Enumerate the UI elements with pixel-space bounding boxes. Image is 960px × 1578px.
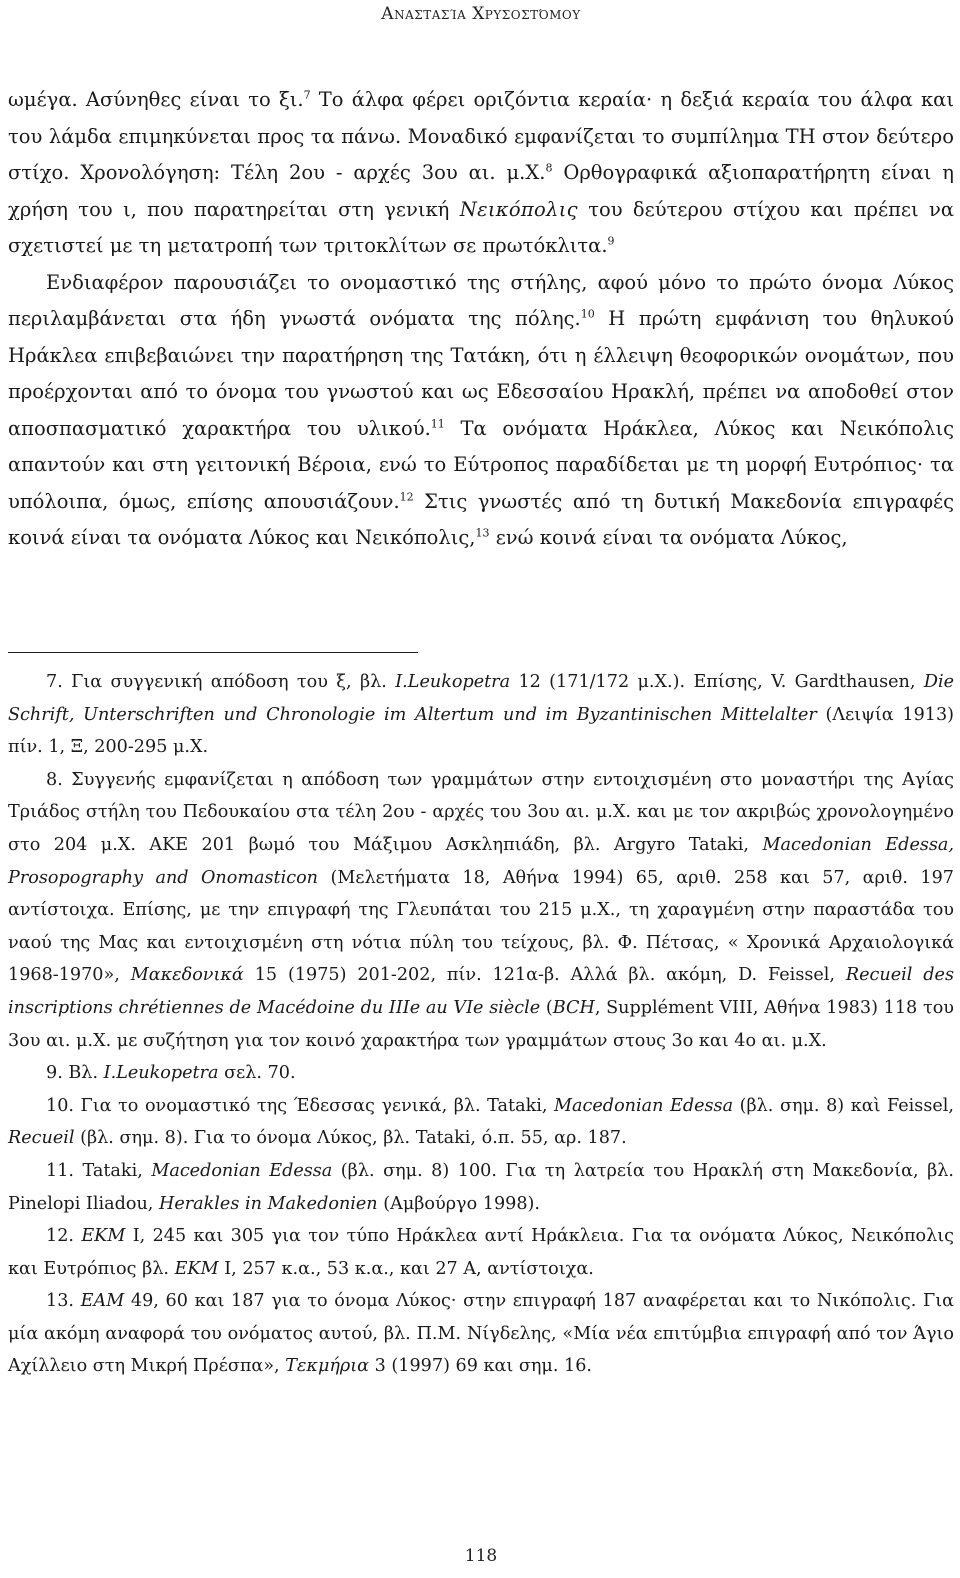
- footnote-italic: ΕΑΜ: [80, 1291, 125, 1312]
- text-run: ενώ κοινά είναι τα ονόματα Λύκος,: [489, 526, 848, 549]
- footnote-separator: [8, 652, 418, 653]
- footnote-text: 12.: [46, 1226, 82, 1247]
- page-number: 118: [464, 1546, 498, 1566]
- footnote-italic: BCH: [552, 997, 595, 1018]
- footnote-italic: Recueil: [8, 1128, 75, 1149]
- footnote-text: 15 (1975) 201-202, πίν. 121α-β. Αλλά βλ. ακόμη, D. Feissel,: [243, 965, 846, 986]
- text-run: Τα ονόματα Ηράκλεα, Λύκος και Νεικόπολις απαντούν και στη γειτονική Βέροια, ενώ το Εύτροπος παραδίδεται με τη μορφή Ευτρόπιος· τα υπόλοιπα, όμως, επίσης απουσιάζουν.: [8, 416, 955, 513]
- footnote-13: [8, 1285, 954, 1383]
- footnote-italic: Macedonian Edessa: [151, 1160, 333, 1181]
- footnote-ref-11[interactable]: 11: [430, 417, 445, 430]
- footnote-italic: Die Schrift, Unterschriften und Chronologie im Altertum und im Byzantinischen Mittelalter: [8, 672, 954, 725]
- footnote-italic: Macedonian Edessa: [554, 1095, 734, 1116]
- footnote-text: 49, 60 και 187 για το όνομα Λύκος· στην επιγραφή 187 αναφέρεται και το Νικόπολις. Για μία ακόμη αναφορά του ονόματος αυτού, βλ. Π.Μ. Νίγδελης, «Μία νέα επιτύμβια επιγραφή από τον Άγιο Αχίλλειο στη Μικρή Πρέσπα»,: [8, 1291, 955, 1377]
- footnote-text: (βλ. σημ. 8) 100. Για τη λατρεία του Ηρακλή στη Μακεδονία, βλ. Pinelopi Iliadou,: [8, 1160, 955, 1214]
- footnote-ref-10[interactable]: 10: [580, 307, 595, 321]
- running-head: Αναστασία Χρυσοστόμου: [381, 4, 581, 24]
- text-run: ωμέγα. Ασύνηθες είναι το ξι.: [8, 88, 304, 111]
- paragraph-1: [8, 82, 954, 265]
- footnote-italic: I.Leukopetra: [103, 1063, 219, 1084]
- footnote-text: 3 (1997) 69 και σημ. 16.: [369, 1356, 593, 1377]
- footnote-ref-12[interactable]: 12: [399, 490, 414, 503]
- footnote-italic: Τεκμήρια: [285, 1356, 370, 1377]
- footnote-text: Ι, 245 και 305 για τον τύπο Ηράκλεα αντί Ηράκλεια. Για τα ονόματα Λύκος, Νεικόπολις και Ευτρόπιος βλ.: [8, 1226, 954, 1279]
- text-run: Ενδιαφέρον παρουσιάζει το ονομαστικό της στήλης, αφού μόνο το πρώτο όνομα Λύκος περιλαμβάνεται στα ήδη γνωστά ονόματα της πόλης.: [8, 270, 954, 330]
- footnote-text: 10. Για το ονομαστικό της Έδεσσας γενικά, βλ. Tataki,: [46, 1095, 555, 1116]
- footnote-text: (: [540, 997, 553, 1018]
- footnote-ref-9[interactable]: 9: [607, 234, 615, 248]
- footnote-text: (βλ. σημ. 8). Για το όνομα Λύκος, βλ. Tataki, ό.π. 55, αρ. 187.: [74, 1128, 627, 1149]
- text-run: του δεύτερου στίχου και πρέπει να σχετιστεί με τη μετατροπή των τριτοκλίτων σε πρωτόκλιτα.: [8, 197, 955, 257]
- footnote-italic: Recueil des inscriptions chrétiennes de Macédoine du IIIe au VIe siècle: [8, 965, 954, 1018]
- footnote-text: σελ. 70.: [218, 1063, 296, 1084]
- text-run: Το άλφα φέρει οριζόντια κεραία· η δεξιά κεραία του άλφα και του λάμδα επιμηκύνεται προς τα πάνω. Μοναδικό εμφανίζεται το συμπίλημα ΤΗ στον δεύτερο στίχο. Χρονολόγηση: Τέλη 2ου - αρχές 3ου αι. μ.Χ.: [8, 88, 954, 184]
- footnote-text: (Αμβούργο 1998).: [377, 1193, 540, 1214]
- footnote-12: [8, 1220, 954, 1285]
- paragraph-2: [8, 265, 954, 557]
- footnote-italic: ΕΚΜ: [81, 1226, 126, 1247]
- footnote-11: [8, 1155, 954, 1220]
- footnote-italic: I.Leukopetra: [395, 672, 511, 692]
- footnote-italic: ΕΚΜ: [174, 1258, 219, 1279]
- footnote-text: (Λειψία 1913) πίν. 1, Ξ, 200-295 μ.Χ.: [8, 704, 955, 758]
- footnote-text: 12 (171/172 μ.Χ.). Επίσης, V. Gardthausen,: [510, 672, 924, 692]
- footnote-text: 13.: [46, 1291, 81, 1312]
- footnote-ref-7[interactable]: 7: [303, 88, 311, 102]
- footnote-9: [8, 1057, 954, 1090]
- footnotes: [8, 666, 954, 1383]
- ancient-greek-word: Νεικόπολις: [459, 197, 578, 221]
- footnote-text: Ι, 257 κ.α., 53 κ.α., και 27 Α, αντίστοιχα.: [218, 1258, 594, 1279]
- footnote-text: 8. Συγγενής εμφανίζεται η απόδοση των γραμμάτων στην εντοιχισμένη στο μοναστήρι της Αγίας Τριάδος στήλη του Πεδουκαίου στα τέλη 2ου - αρχές του 3ου αι. μ.Χ. και με τον ακριβώς χρονολογημένο στο 204 μ.Χ. ΑΚΕ 201 βωμό του Μάξιμου Ασκληπιάδη, βλ. Argyro Tataki,: [8, 769, 954, 855]
- footnote-text: (Μελετήματα 18, Αθήνα 1994) 65, αριθ. 258 και 57, αριθ. 197 αντίστοιχα. Επίσης, με την επιγραφή της Γλευπάται του 215 μ.Χ., τη χαραγμένη στην παραστάδα του ναού της Μας και εντοιχισμένη στη νότια πύλη του τείχους, βλ. Φ. Πέτσας, « Χρονικά Αρχαιολογικά 1968-1970»,: [8, 867, 954, 986]
- footnote-ref-8[interactable]: 8: [545, 161, 553, 175]
- footnote-text: 7. Για συγγενική απόδοση του ξ, βλ.: [46, 672, 396, 692]
- footnote-text: (βλ. σημ. 8) καὶ Feissel,: [733, 1095, 954, 1116]
- footnote-7: [8, 666, 954, 764]
- text-run: Στις γνωστές από τη δυτική Μακεδονία επιγραφές κοινά είναι τα ονόματα Λύκος και Νεικόπολις,: [8, 489, 954, 549]
- footnote-10: [8, 1090, 954, 1155]
- footnote-italic: Μακεδονικά: [130, 965, 244, 986]
- footnote-text: , Supplément VIII, Αθήνα 1983) 118 του 3ου αι. μ.Χ. με συζήτηση για τον κοινό χαρακτήρα των γραμμάτων στους 3ο και 4ο αι. μ.Χ.: [8, 997, 954, 1051]
- main-text: [8, 82, 954, 557]
- footnote-text: 11. Tataki,: [46, 1160, 152, 1181]
- footnote-text: 9. Βλ.: [46, 1063, 104, 1084]
- text-run: Ορθογραφικά αξιοπαρατήρητη είναι η χρήση του ι, που παρατηρείται στη γενική: [8, 161, 954, 221]
- text-run: Η πρώτη εμφάνιση του θηλυκού Ηράκλεα επιβεβαιώνει την παρατήρηση της Τατάκη, ότι η έλλειψη θεοφορικών ονομάτων, που προέρχονται από το όνομα του γνωστού και ως Εδεσσαίου Ηρακλή, πρέπει να αποδοθεί στον αποσπασματικό χαρακτήρα του υλικού.: [8, 307, 954, 440]
- footnote-8: [8, 764, 954, 1057]
- footnote-italic: Herakles in Makedonien: [158, 1193, 378, 1214]
- footnote-ref-13[interactable]: 13: [475, 526, 490, 540]
- footnote-italic: Macedonian Edessa, Prosopography and Onomasticon: [8, 834, 954, 888]
